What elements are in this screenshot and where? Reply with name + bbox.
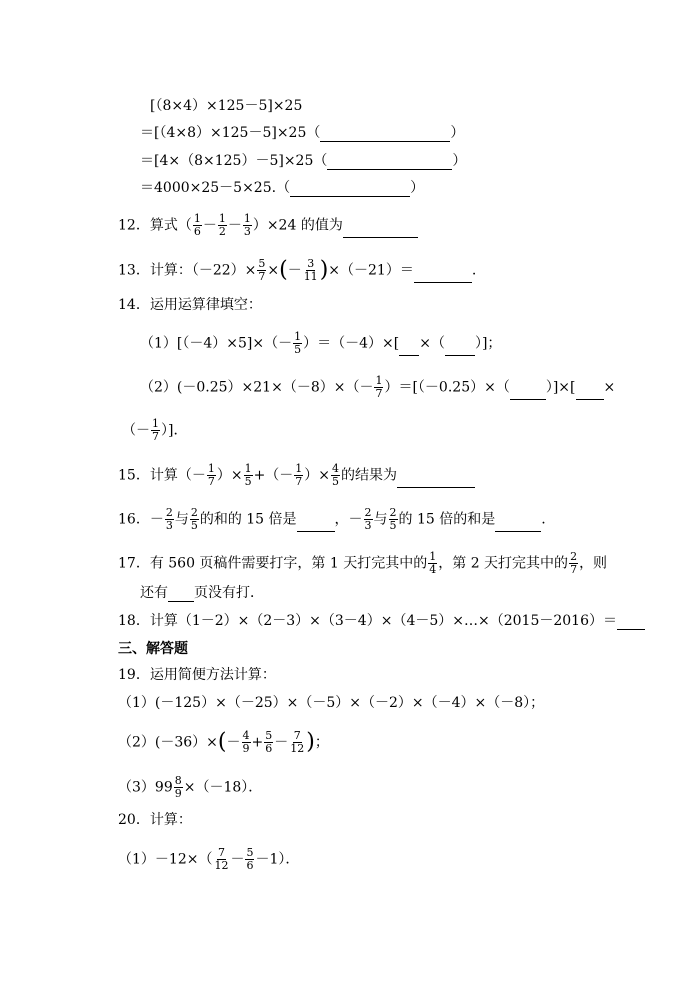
blank[interactable]	[617, 629, 645, 630]
blank[interactable]	[414, 282, 472, 283]
denominator: 5	[389, 519, 397, 532]
numerator: 2	[364, 506, 372, 519]
q11-line1: [（8×4）×125－5]×25	[150, 98, 303, 114]
denominator: 3	[165, 519, 173, 532]
denominator: 12	[290, 742, 305, 755]
denominator: 7	[152, 430, 159, 443]
numerator: 1	[294, 330, 302, 343]
fraction	[289, 730, 305, 755]
fraction	[151, 418, 160, 443]
blank[interactable]	[397, 487, 475, 488]
question-14-part1: （1）[（－4）×5]×（－ $\frac{1}{5}$ ）＝（－4）×[ ×（ ）]；	[140, 330, 502, 356]
denominator: 6	[193, 225, 201, 238]
numerator: 1	[244, 462, 252, 475]
fraction	[569, 551, 578, 576]
numerator: 3	[307, 257, 315, 270]
denominator: 7	[570, 563, 578, 576]
numerator: 8	[174, 774, 182, 787]
numerator: 5	[258, 257, 266, 270]
fraction	[174, 775, 183, 800]
fraction	[428, 551, 437, 576]
question-19-part3: （3）99 $\frac{8}{9}$ ×（－18）．	[118, 774, 263, 800]
fraction	[364, 507, 373, 532]
question-12: 12．算式（ $\frac{1}{6}$ － $\frac{1}{2}$ － $\frac{1}{3}$ ）×24 的值为	[118, 213, 418, 238]
q11-line3: ＝[4×（8×125）－5]×25（ ）	[140, 153, 467, 169]
fraction	[374, 375, 383, 400]
denominator: 9	[174, 787, 182, 800]
blank[interactable]	[343, 237, 418, 238]
paren: (	[279, 257, 288, 283]
numerator: 1	[243, 212, 251, 225]
fraction	[242, 730, 251, 755]
numerator: 7	[293, 729, 301, 742]
question-20-part1: （1）－12×（ $\frac{7}{12}$ － $\frac{5}{6}$ －1）．	[118, 846, 300, 872]
fraction	[244, 463, 253, 488]
fraction	[207, 463, 216, 488]
denominator: 5	[244, 475, 252, 488]
fraction	[294, 463, 303, 488]
numerator: 2	[389, 506, 397, 519]
numerator: 5	[246, 846, 254, 859]
fraction	[389, 507, 398, 532]
numerator: 2	[165, 506, 173, 519]
numerator: 2	[190, 506, 198, 519]
numerator: 4	[242, 729, 250, 742]
question-15: 15．计算（－ $\frac{1}{7}$ ）× $\frac{1}{5}$ +（－ $\frac{1}{7}$ ）× $\frac{4}{5}$ 的结果为	[118, 463, 475, 488]
numerator: 1	[207, 462, 215, 475]
numerator: 1	[375, 374, 383, 387]
denominator: 6	[265, 742, 273, 755]
numerator: 5	[265, 729, 273, 742]
fraction	[190, 507, 199, 532]
fraction	[193, 213, 202, 238]
denominator: 9	[242, 742, 250, 755]
denominator: 3	[364, 519, 372, 532]
blank[interactable]	[495, 531, 541, 532]
denominator: 3	[243, 225, 251, 238]
question-14-part2-cont: （－ $\frac{1}{7}$ ）]．	[122, 417, 188, 443]
numerator: 4	[332, 462, 340, 475]
numerator: 2	[570, 550, 578, 563]
denominator: 7	[295, 475, 303, 488]
question-19-part1: （1）(－125）×（－25）×（－5）×（－2）×（－4）×（－8）；	[118, 695, 545, 711]
fraction	[218, 213, 227, 238]
blank[interactable]	[399, 355, 419, 356]
blank[interactable]	[510, 399, 546, 400]
q11-line4: ＝4000×25－5×25.（ ）	[140, 180, 425, 196]
question-17-cont: 还有 页没有打．	[140, 585, 264, 601]
question-14-title: 14．运用运算律填空：	[118, 297, 262, 313]
question-20-title: 20．计算：	[118, 812, 192, 828]
denominator: 4	[429, 563, 437, 576]
blank[interactable]	[320, 141, 450, 142]
numerator: 1	[218, 212, 226, 225]
blank[interactable]	[290, 196, 410, 197]
question-19-title: 19．运用简便方法计算：	[118, 667, 276, 683]
question-16: 16．－ $\frac{2}{3}$ 与 $\frac{2}{5}$ 的和的 15 倍是 ，－ $\frac{2}{3}$ 与 $\frac{2}{5}$ 的 15 倍的和是 .	[118, 506, 546, 532]
blank[interactable]	[327, 169, 452, 170]
blank[interactable]	[168, 601, 194, 602]
fraction	[213, 847, 229, 872]
numerator: 7	[217, 846, 225, 859]
question-13: 13．计算：（－22）× $\frac{5}{7}$ ×(－ $\frac{3}{11}$ )×（－21）＝ .	[118, 257, 477, 283]
denominator: 7	[375, 387, 383, 400]
denominator: 5	[190, 519, 198, 532]
question-18: 18．计算（1－2）×（2－3）×（3－4）×（4－5）×…×（2015－2016）＝	[118, 612, 645, 630]
numerator: 1	[152, 417, 159, 430]
numerator: 1	[429, 550, 437, 563]
section-heading: 三、解答题	[118, 641, 188, 657]
denominator: 5	[294, 343, 302, 356]
blank[interactable]	[297, 531, 335, 532]
denominator: 2	[218, 225, 226, 238]
blank[interactable]	[576, 399, 604, 400]
paren: (	[217, 729, 227, 755]
fraction	[257, 258, 266, 283]
fraction	[264, 730, 273, 755]
paren: )	[306, 729, 315, 755]
denominator: 5	[332, 475, 340, 488]
denominator: 7	[258, 270, 266, 283]
numerator: 1	[193, 212, 201, 225]
denominator: 6	[246, 859, 254, 872]
fraction	[331, 463, 340, 488]
fraction	[303, 258, 319, 283]
fraction	[245, 847, 254, 872]
denominator: 12	[214, 859, 229, 872]
q11-line2: ＝[（4×8）×125－5]×25（ ）	[140, 125, 465, 141]
fraction	[165, 507, 174, 532]
fraction	[293, 331, 302, 356]
denominator: 7	[207, 475, 215, 488]
question-17: 17．有 560 页稿件需要打字，第 1 天打完其中的 $\frac{1}{4}$ ，第 2 天打完其中的 $\frac{2}{7}$ ，则	[118, 550, 608, 576]
question-19-part2: （2）(－36）×(－ $\frac{4}{9}$ + $\frac{5}{6}$ － $\frac{7}{12}$ )；	[118, 729, 329, 755]
fraction	[243, 213, 252, 238]
paren: )	[319, 257, 329, 283]
denominator: 11	[303, 270, 318, 283]
blank[interactable]	[445, 355, 475, 356]
numerator: 1	[295, 462, 303, 475]
question-14-part2: （2）(－0.25）×21×（－8）×（－ $\frac{1}{7}$ ）＝[（－0.25）×（ ）]×[ ×	[140, 374, 616, 400]
